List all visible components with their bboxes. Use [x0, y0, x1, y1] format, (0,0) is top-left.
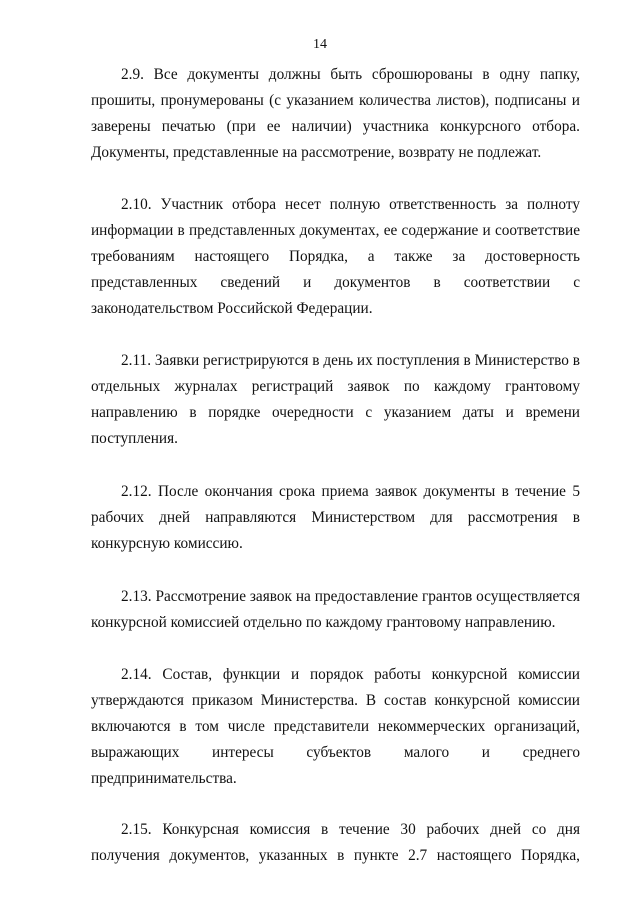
- text-line: включаются в том числе представители некоммерческих организаций,: [91, 718, 580, 735]
- text-line: 2.14. Состав, функции и порядок работы конкурсной комиссии: [121, 666, 580, 683]
- paragraph-2-15: [91, 817, 580, 869]
- paragraph-2-12: [91, 479, 580, 557]
- text-line: заверены печатью (при ее наличии) участника конкурсного отбора.: [91, 118, 580, 135]
- text-line: направлению в порядке очередности с указанием даты и времени: [91, 404, 580, 421]
- paragraph-2-13: [91, 584, 580, 636]
- text-line: отдельных журналах регистраций заявок по каждому грантовому: [91, 378, 580, 395]
- text-line: 2.11. Заявки регистрируются в день их поступления в Министерство в: [121, 352, 580, 369]
- text-line: предпринимательства.: [91, 770, 237, 787]
- text-line: выражающих интересы субъектов малого и среднего: [91, 744, 580, 761]
- paragraph-2-9: [91, 62, 580, 166]
- text-line: конкурсной комиссией отдельно по каждому грантовому направлению.: [91, 614, 556, 631]
- text-line: 2.13. Рассмотрение заявок на предоставление грантов осуществляется: [121, 588, 580, 605]
- text-line: поступления.: [91, 430, 178, 447]
- text-line: 2.10. Участник отбора несет полную ответственность за полноту: [121, 196, 580, 213]
- paragraph-2-11: [91, 348, 580, 452]
- page-number: 14: [313, 37, 327, 52]
- text-line: законодательством Российской Федерации.: [91, 300, 373, 317]
- text-line: представленных сведений и документов в соответствии с: [91, 274, 580, 291]
- text-line: Документы, представленные на рассмотрение, возврату не подлежат.: [91, 144, 542, 161]
- text-line: требованиям настоящего Порядка, а также за достоверность: [91, 248, 580, 265]
- text-line: утверждаются приказом Министерства. В состав конкурсной комиссии: [91, 692, 580, 709]
- text-line: прошиты, пронумерованы (с указанием количества листов), подписаны и: [91, 92, 580, 109]
- text-line: 2.15. Конкурсная комиссия в течение 30 рабочих дней со дня: [121, 821, 580, 838]
- text-line: рабочих дней направляются Министерством для рассмотрения в: [91, 509, 580, 526]
- text-line: 2.12. После окончания срока приема заявок документы в течение 5: [121, 483, 580, 500]
- text-line: информации в представленных документах, ее содержание и соответствие: [91, 222, 580, 239]
- text-line: 2.9. Все документы должны быть сброшюрованы в одну папку,: [121, 66, 580, 83]
- text-line: получения документов, указанных в пункте 2.7 настоящего Порядка,: [91, 847, 580, 864]
- paragraph-2-14: [91, 662, 580, 792]
- text-line: конкурсную комиссию.: [91, 535, 243, 552]
- paragraph-2-10: [91, 192, 580, 322]
